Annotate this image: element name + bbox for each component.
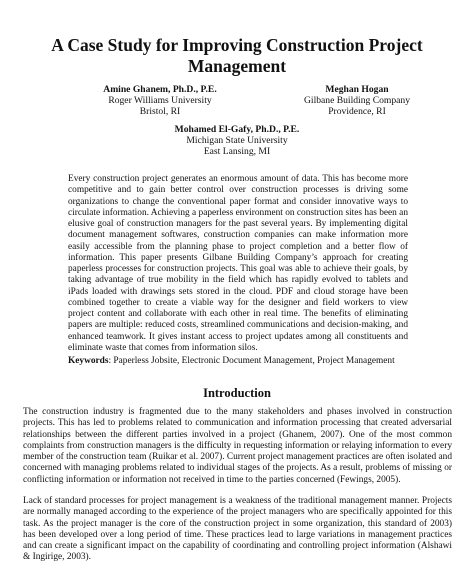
paper-title-line-1: A Case Study for Improving Construction Project	[51, 35, 423, 55]
author-location: Providence, RI	[328, 106, 386, 118]
keywords-text: : Paperless Jobsite, Electronic Document Management, Project Management	[108, 356, 395, 366]
author-name: Mohamed El-Gafy, Ph.D., P.E.	[174, 124, 300, 135]
author-block-1	[60, 84, 260, 118]
author-name: Meghan Hogan	[325, 84, 389, 95]
introduction-heading: Introduction	[203, 386, 271, 400]
author-location: Bristol, RI	[139, 106, 181, 118]
intro-paragraph-2: Lack of standard processes for project management is a weakness of the traditional management manner. Projects are normally managed according to the experience of the project managers who are specifically appointed for this task. As the project manager is the core of the construction project in some organization, this standard of 2003) has been developed over a long period of time. These practices lead to large variations in management practices and can create a significant impact on the capability of coordinating and controlling project information (Alshawi & Ingirige, 2003).	[23, 496, 452, 563]
author-affiliation: Michigan State University	[186, 135, 288, 147]
author-block-3	[137, 124, 337, 158]
author-affiliation: Gilbane Building Company	[303, 95, 411, 107]
author-block-2	[262, 84, 452, 118]
author-name: Amine Ghanem, Ph.D., P.E.	[103, 84, 217, 95]
abstract-text: Every construction project generates an enormous amount of data. This has become more competitive and to gain better control over construction processes is driving some organizations to change the conventional paper format and consider innovative ways to circulate information. Achieving a paperless environment on construction sites has been an elusive goal of construction managers for the past several years. By implementing digital document management softwares, construction companies can make information more easily accessible from the planning phase to project completion and a better flow of information. This paper presents Gilbane Building Company’s approach for creating paperless processes for construction projects. This goal was able to achieve their goals, by taking advantage of true mobility in the field which has rapidly evolved to tablets and iPads loaded with drawings sets stored in the cloud. PDF and cloud storage have been combined together to create a viable way for the designer and field workers to view project content and collaborate with each other in real time. The benefits of eliminating papers are multiple: reduced costs, streamlined communications and decision-making, and enhanced teamwork. It gives instant access to project updates among all constituents and eliminate waste that comes from information silos.	[68, 174, 408, 353]
paper-title-line-2: Management	[187, 56, 287, 76]
keywords-label: Keywords	[68, 356, 109, 366]
author-location: East Lansing, MI	[203, 146, 271, 158]
author-affiliation: Roger Williams University	[108, 95, 212, 107]
keywords-line	[68, 356, 428, 367]
intro-paragraph-1: The construction industry is fragmented due to the many stakeholders and phases involved in construction projects. This has led to problems related to communication and information processing that created adversarial relationships between the different parties involved in a project (Ghanem, 2007). One of the most common complaints from construction managers is the difficulty in requesting information or relaying information to every member of the construction team (Ruikar et al. 2007). Current project management practices are often isolated and concerned with managing problems related to individual stages of the projects. As a result, problems of missing or conflicting information or information not received in time to the parties concerned (Fewings, 2005).	[23, 407, 452, 485]
